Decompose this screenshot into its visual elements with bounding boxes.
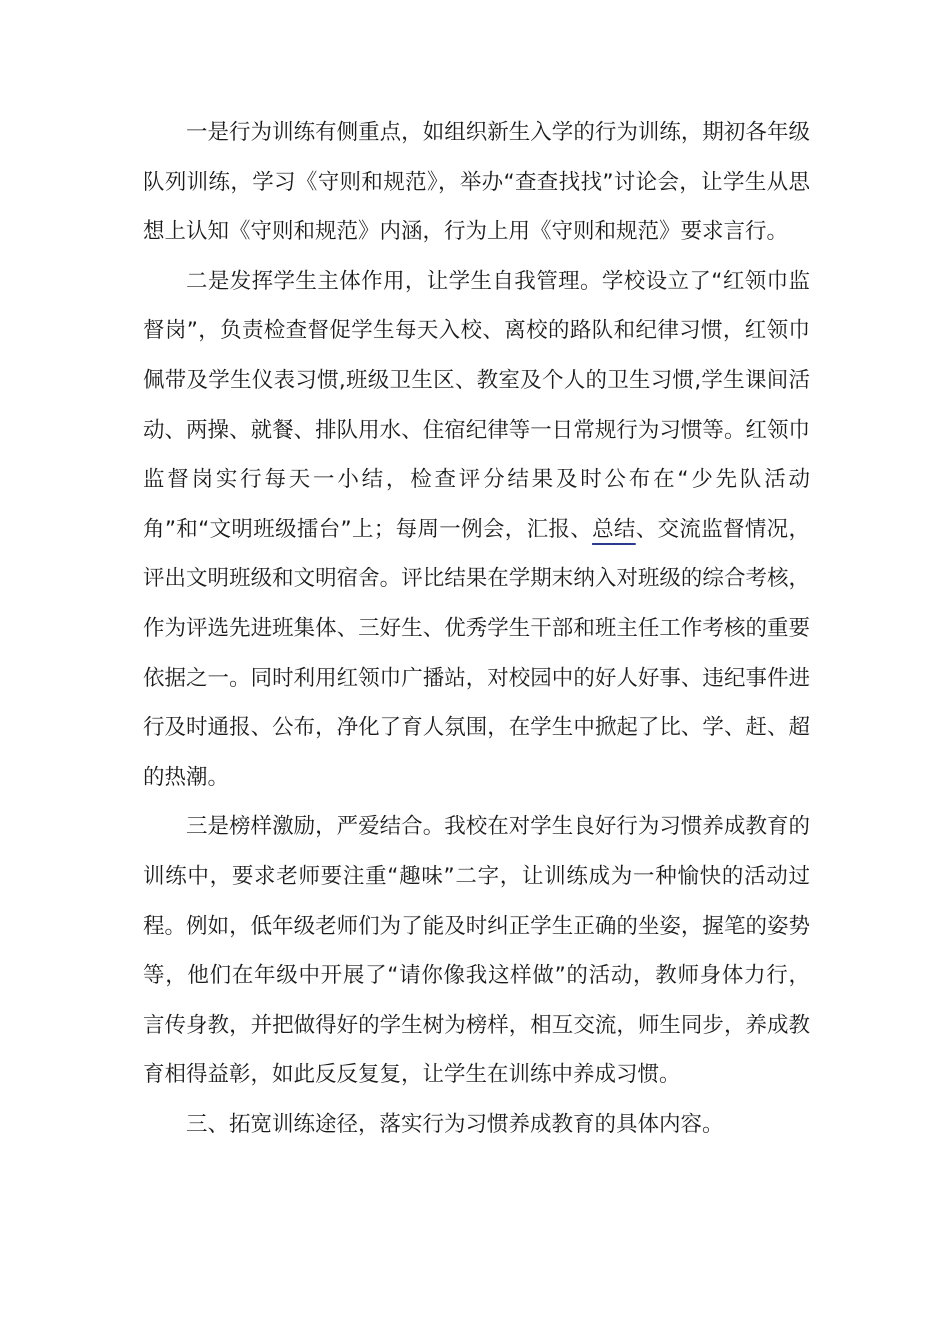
document-body bbox=[143, 108, 810, 1149]
paragraph-student-self-management bbox=[143, 257, 810, 803]
summary-link[interactable]: 总结 bbox=[592, 516, 636, 542]
section-heading-expand-training: 三、拓宽训练途径，落实行为习惯养成教育的具体内容。 bbox=[186, 1111, 724, 1137]
paragraph-text-after-link: 、交流监督情况，评出文明班级和文明宿舍。评比结果在学期末纳入对班级的综合考核，作为评选先进班集体、三好生、优秀学生干部和班主任工作考核的重要依据之一。同时利用红领巾广播站，对校园中的好人好事、违纪事件进行及时通报、公布，净化了育人氛围，在学生中掀起了比、学、赶、超的热潮。 bbox=[143, 516, 810, 790]
paragraph-role-model-incentive: 三是榜样激励，严爱结合。我校在对学生良好行为习惯养成教育的训练中，要求老师要注重“趣味”二字，让训练成为一种愉快的活动过程。例如，低年级老师们为了能及时纠正学生正确的坐姿，握笔的姿势等，他们在年级中开展了“请你像我这样做”的活动，教师身体力行，言传身教，并把做得好的学生树为榜样，相互交流，师生同步，养成教育相得益彰，如此反反复复，让学生在训练中养成习惯。 bbox=[143, 814, 810, 1088]
paragraph-behavior-training: 一是行为训练有侧重点，如组织新生入学的行为训练，期初各年级队列训练，学习《守则和规范》，举办“查查找找”讨论会，让学生从思想上认知《守则和规范》内涵，行为上用《守则和规范》要求言行。 bbox=[143, 120, 810, 245]
paragraph-text-before-link: 二是发挥学生主体作用，让学生自我管理。学校设立了“红领巾监督岗”，负责检查督促学生每天入校、离校的路队和纪律习惯，红领巾佩带及学生仪表习惯,班级卫生区、教室及个人的卫生习惯,学生课间活动、两操、就餐、排队用水、住宿纪律等一日常规行为习惯等。红领巾监督岗实行每天一小结，检查评分结果及时公布在“少先队活动角”和“文明班级擂台”上；每周一例会，汇报、 bbox=[143, 268, 810, 542]
